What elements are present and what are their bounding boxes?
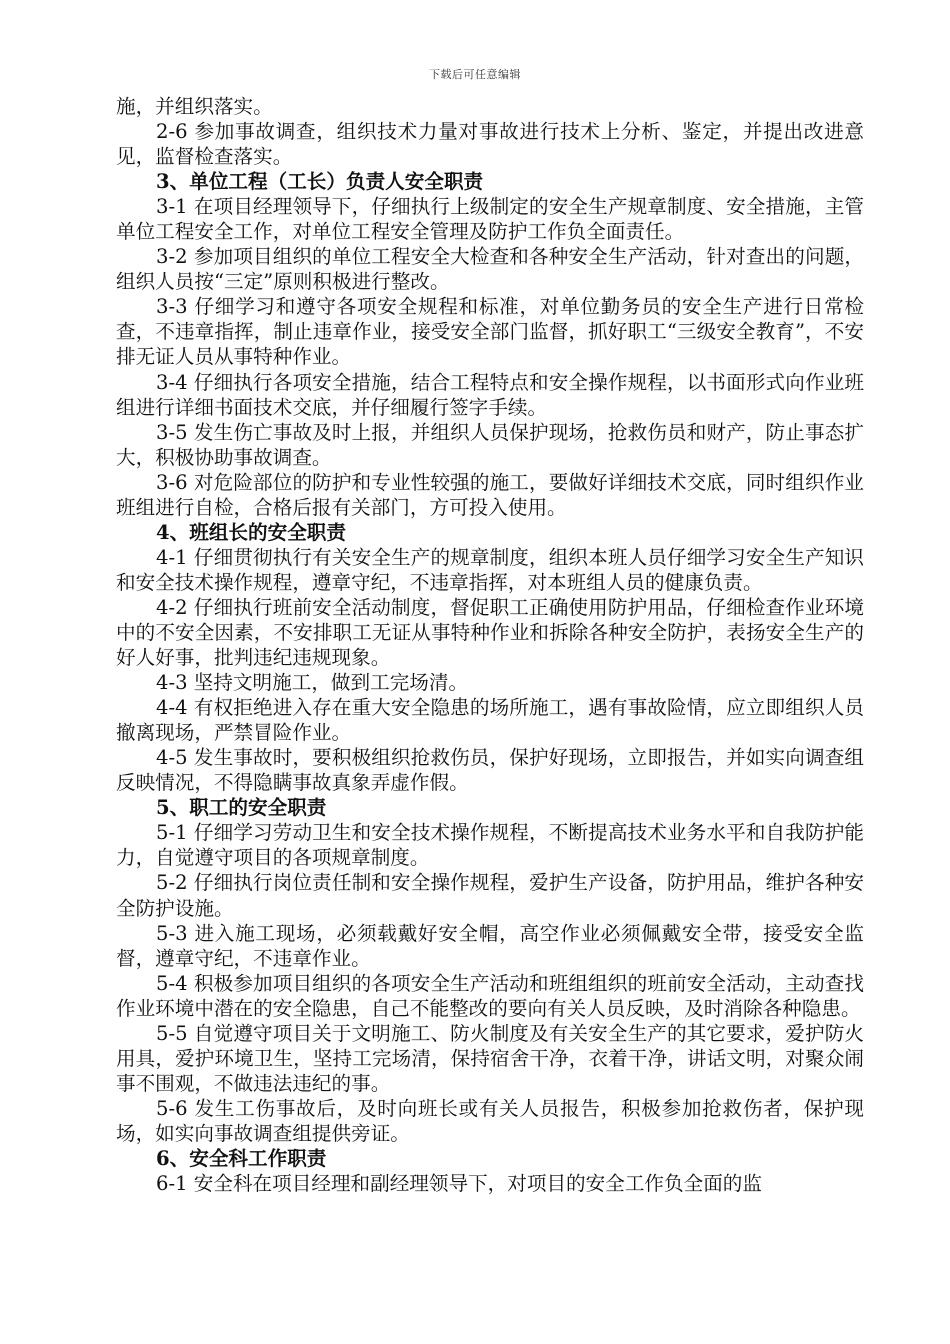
clause-paragraph: 4-2 仔细执行班前安全活动制度，督促职工正确使用防护用品，仔细检查作业环境中的不安全因素，不安排职工无证从事特种作业和拆除各种安全防护，表扬安全生产的好人好事，批判违纪违规现象。 [116,595,864,670]
clause-paragraph: 3-6 对危险部位的防护和专业性较强的施工，要做好详细技术交底，同时组织作业班组进行自检，合格后报有关部门，方可投入使用。 [116,470,864,519]
clause-paragraph: 5-1 仔细学习劳动卫生和安全技术操作规程，不断提高技术业务水平和自我防护能力，自觉遵守项目的各项规章制度。 [116,821,864,870]
section-heading: 4、班组长的安全职责 [156,520,346,544]
section-heading: 3、单位工程（工长）负责人安全职责 [156,170,484,194]
document-body [116,94,864,1196]
clause-paragraph: 5-6 发生工伤事故后，及时向班长或有关人员报告，积极参加抢救伤者，保护现场，如实向事故调查组提供旁证。 [116,1096,864,1145]
clause-paragraph: 3-5 发生伤亡事故及时上报，并组织人员保护现场，抢救伤员和财产，防止事态扩大，积极协助事故调查。 [116,420,864,469]
clause-paragraph: 5-3 进入施工现场，必须载戴好安全帽，高空作业必须佩戴安全带，接受安全监督，遵章守纪，不违章作业。 [116,921,864,970]
clause-paragraph: 3-1 在项目经理领导下，仔细执行上级制定的安全生产规章制度、安全措施，主管单位工程安全工作，对单位工程安全管理及防护工作负全面责任。 [116,195,864,244]
clause-paragraph: 4-4 有权拒绝进入存在重大安全隐患的场所施工，遇有事故险情，应立即组织人员撤离现场，严禁冒险作业。 [116,696,864,745]
clause-paragraph: 2-6 参加事故调查，组织技术力量对事故进行技术上分析、鉴定，并提出改进意见，监督检查落实。 [116,120,864,169]
clause-paragraph: 3-2 参加项目组织的单位工程安全大检查和各种安全生产活动，针对查出的问题，组织人员按“三定”原则积极进行整改。 [116,245,864,294]
clause-paragraph: 6-1 安全科在项目经理和副经理领导下，对项目的安全工作负全面的监 [156,1172,762,1196]
clause-paragraph: 5-2 仔细执行岗位责任制和安全操作规程，爱护生产设备，防护用品，维护各种安全防护设施。 [116,871,864,920]
section-heading: 5、职工的安全职责 [156,796,327,820]
clause-paragraph: 5-5 自觉遵守项目关于文明施工、防火制度及有关安全生产的其它要求，爱护防火用具，爱护环境卫生，坚持工完场清，保持宿舍干净，衣着干净，讲话文明，对聚众闹事不围观，不做违法违纪的事。 [116,1021,864,1095]
section-heading: 6、安全科工作职责 [156,1146,327,1170]
clause-paragraph: 4-5 发生事故时，要积极组织抢救伤员，保护好现场，立即报告，并如实向调查组反映情况，不得隐瞒事故真象弄虚作假。 [116,746,864,795]
clause-paragraph: 3-3 仔细学习和遵守各项安全规程和标准，对单位勤务员的安全生产进行日常检查，不违章指挥，制止违章作业，接受安全部门监督，抓好职工“三级安全教育”，不安排无证人员从事特种作业。 [116,295,864,369]
clause-paragraph: 4-1 仔细贯彻执行有关安全生产的规章制度，组织本班人员仔细学习安全生产知识和安全技术操作规程，遵章守纪，不违章指挥，对本班组人员的健康负责。 [116,545,864,594]
continuation-paragraph: 施，并组织落实。 [116,95,273,118]
clause-paragraph: 4-3 坚持文明施工，做到工完场清。 [156,671,469,695]
page-header: 下载后可任意编辑 [429,68,521,81]
clause-paragraph: 5-4 积极参加项目组织的各项安全生产活动和班组组织的班前安全活动，主动查找作业环境中潜在的安全隐患，自己不能整改的要向有关人员反映，及时消除各种隐患。 [116,971,864,1020]
clause-paragraph: 3-4 仔细执行各项安全措施，结合工程特点和安全操作规程，以书面形式向作业班组进行详细书面技术交底，并仔细履行签字手续。 [116,370,864,419]
